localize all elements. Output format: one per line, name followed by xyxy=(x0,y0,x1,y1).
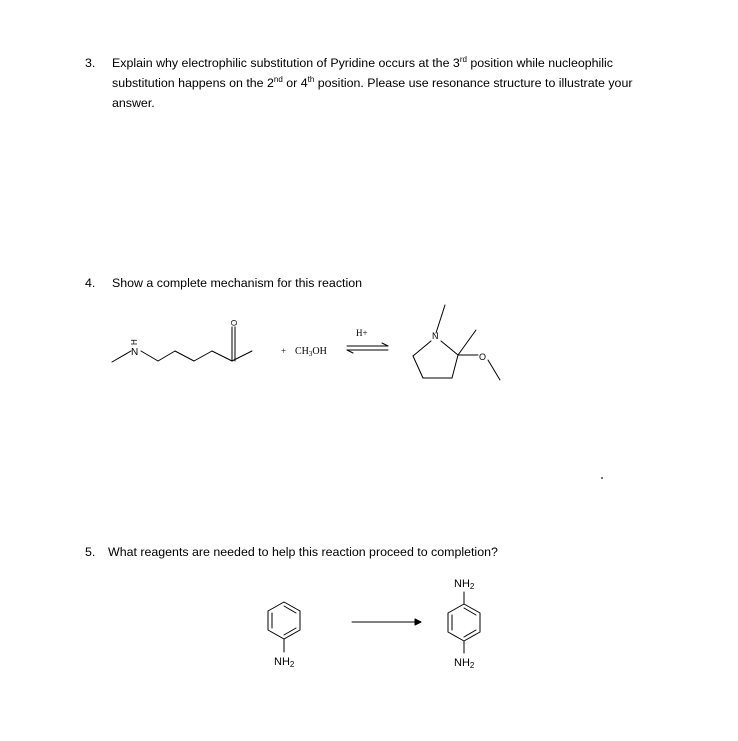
nitrogen-label: N xyxy=(131,347,139,358)
question-text: What reagents are needed to help this reaction proceed to completion? xyxy=(108,545,498,559)
superscript: rd xyxy=(459,55,467,64)
equilibrium-arrows xyxy=(347,343,388,353)
reaction-arrow xyxy=(352,619,421,625)
amine-label-product-bottom: NH2 xyxy=(454,657,475,670)
question-number: 4. xyxy=(85,276,96,290)
product-structure xyxy=(413,305,500,380)
question-line-3: answer. xyxy=(112,96,155,110)
superscript: th xyxy=(307,75,315,84)
question-number: 3. xyxy=(85,56,96,70)
superscript: nd xyxy=(273,75,283,84)
amine-label-product-top: NH2 xyxy=(454,578,475,591)
methanol-reagent: $CH_3OH$ xyxy=(295,346,327,358)
text-segment: position while nucleophilic xyxy=(466,56,613,70)
stray-dot xyxy=(601,477,603,479)
question-number: 5. xyxy=(85,545,96,559)
acid-catalyst-label: H+ xyxy=(356,328,368,338)
text-segment: or 4 xyxy=(282,76,308,90)
product-nitrogen-label: N xyxy=(432,331,439,341)
oxygen-label: O xyxy=(230,319,239,326)
text-segment: substitution happens on the 2 xyxy=(112,76,274,90)
amine-label-start: NH2 xyxy=(274,656,295,669)
benzene-ring-left xyxy=(268,602,300,652)
text-segment: position. Please use resonance structure to illustrate your xyxy=(314,76,633,90)
benzene-ring-right xyxy=(448,592,480,653)
product-oxygen-label: O xyxy=(479,352,487,362)
question-text: Show a complete mechanism for this reaction xyxy=(112,276,362,290)
plus-sign: + xyxy=(281,346,287,356)
hydrogen-label: H xyxy=(130,339,139,345)
text-segment: Explain why electrophilic substitution of Pyridine occurs at the 3 xyxy=(112,56,460,70)
